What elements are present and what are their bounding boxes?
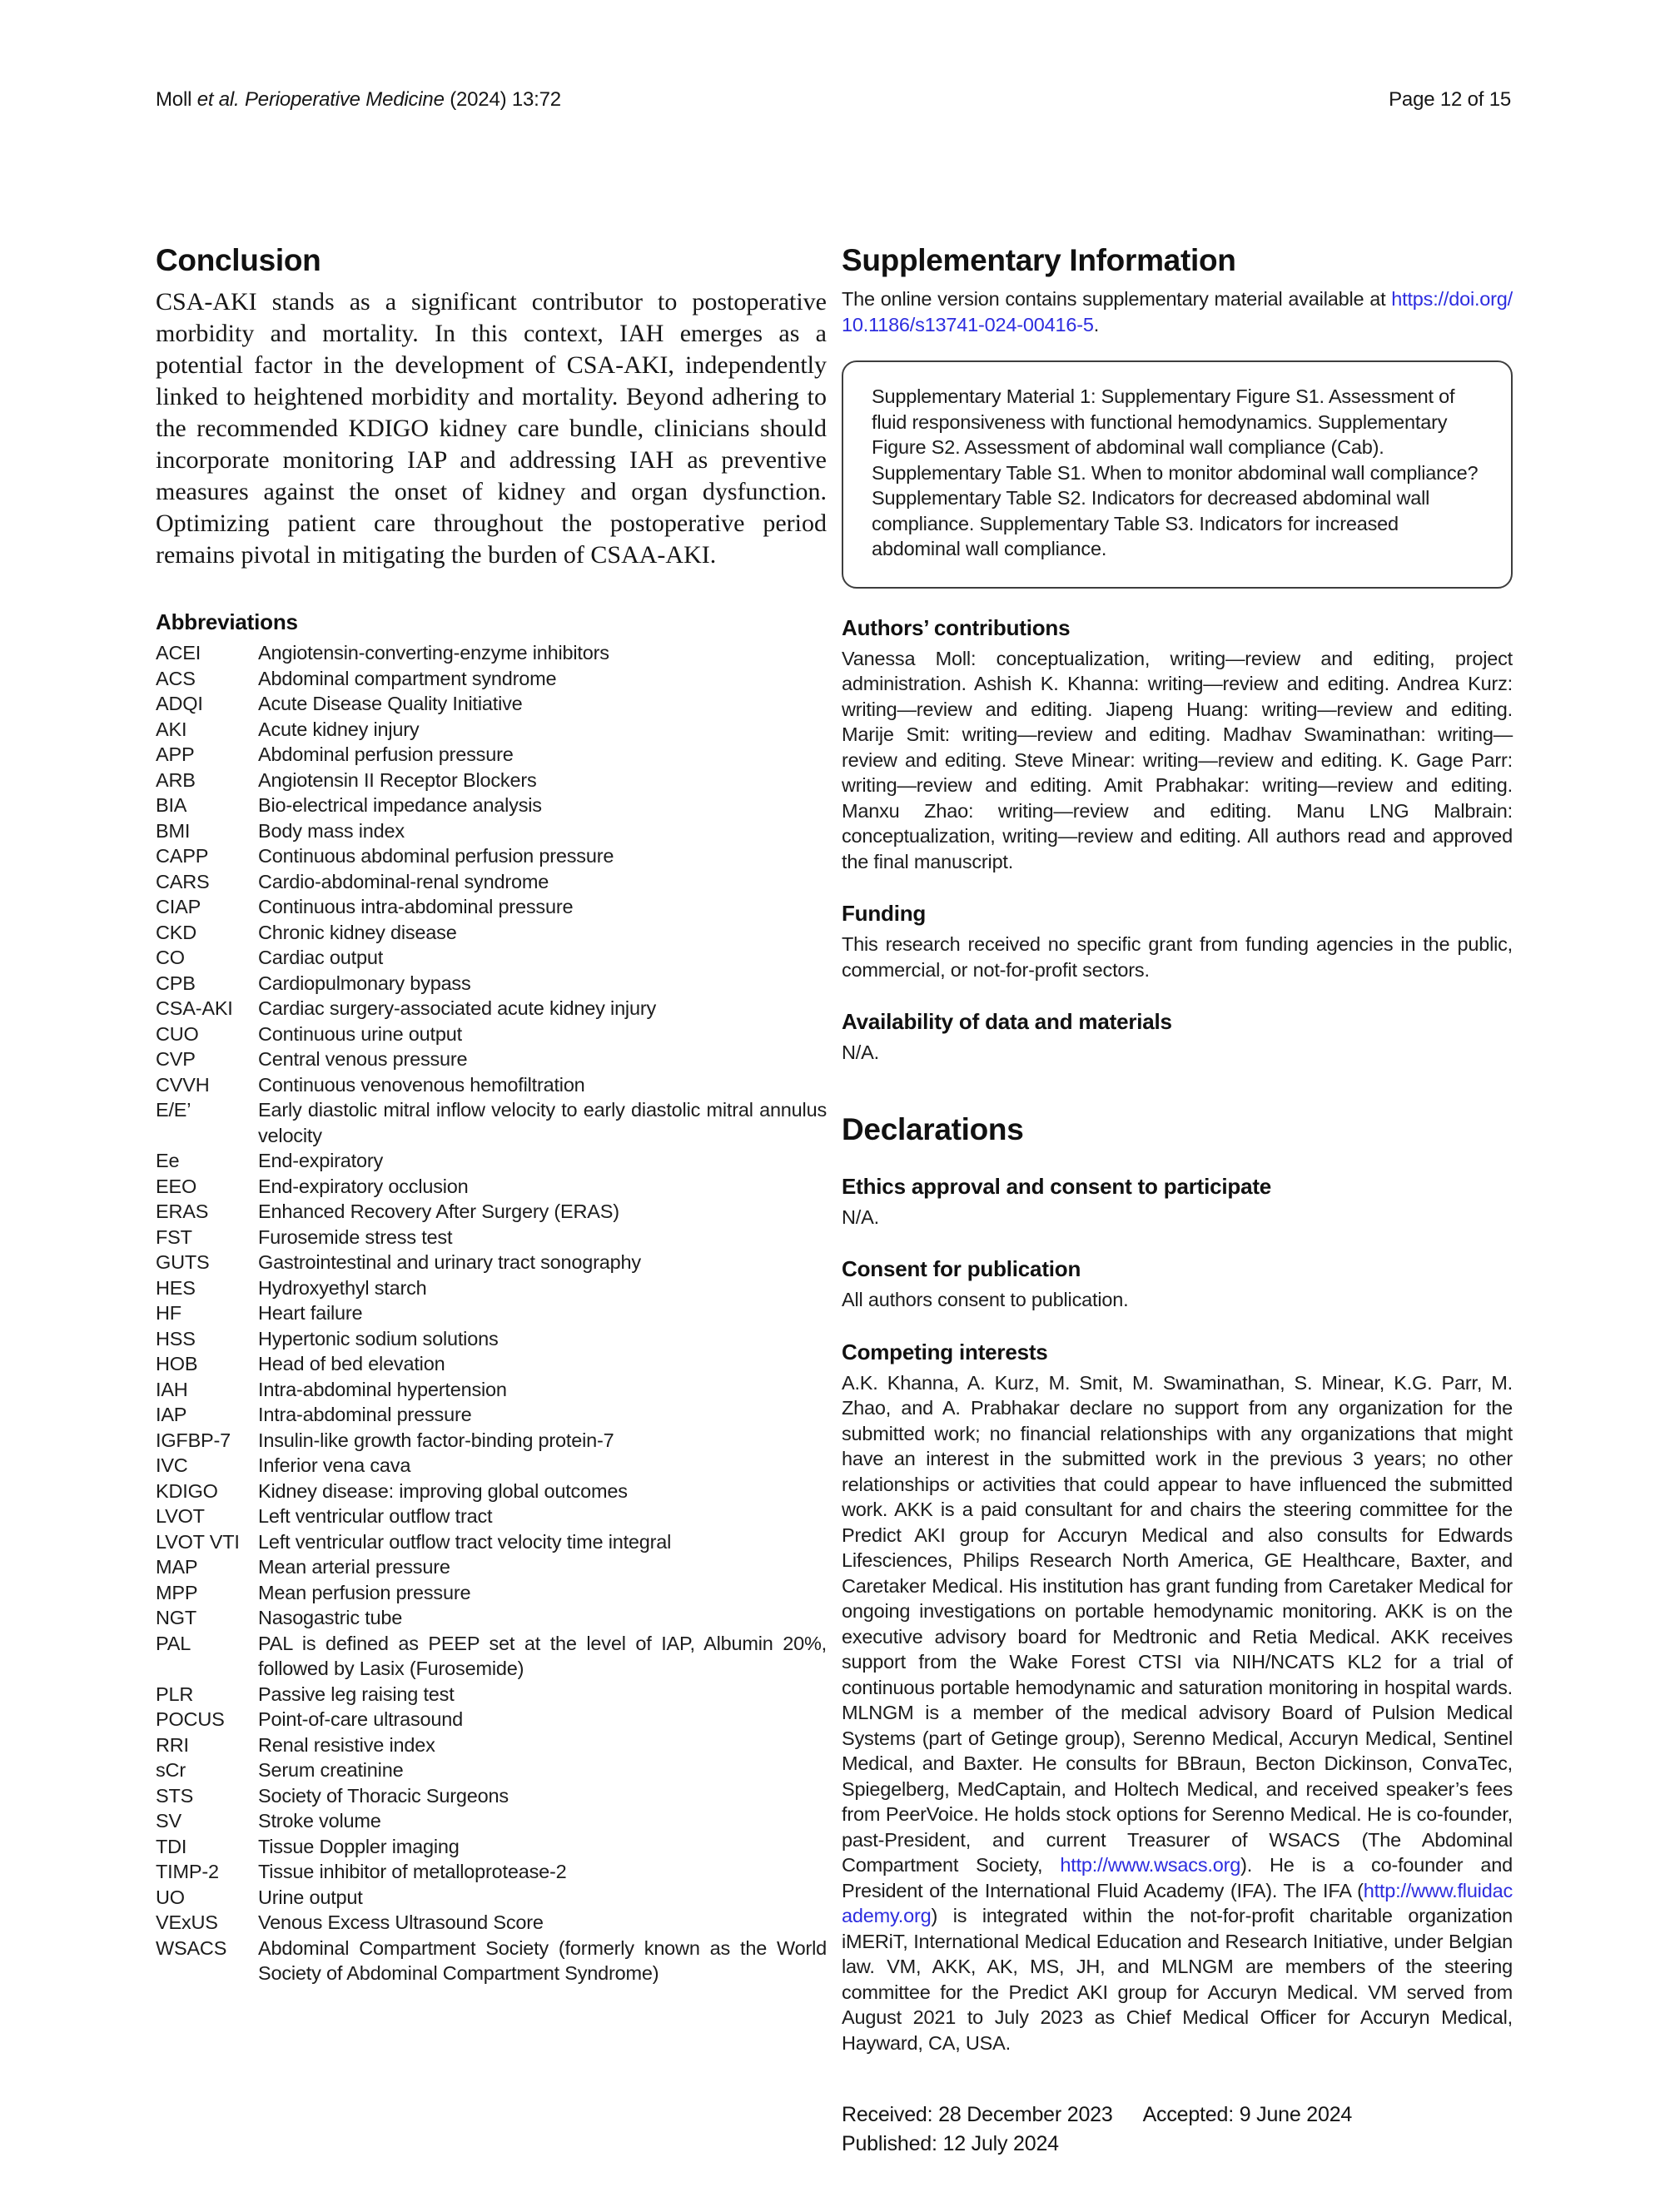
abbreviation-term: KDIGO xyxy=(156,1479,218,1502)
abbreviation-term: CAPP xyxy=(156,845,209,867)
abbreviation-definition: Acute kidney injury xyxy=(258,718,420,740)
abbreviation-term: POCUS xyxy=(156,1708,225,1730)
abbreviation-definition: Continuous intra-abdominal pressure xyxy=(258,896,574,917)
abbreviation-term: ADQI xyxy=(156,693,203,714)
abbreviation-term: HSS xyxy=(156,1327,196,1350)
left-column xyxy=(156,243,827,2159)
abbreviation-term: CUO xyxy=(156,1022,199,1045)
abbreviation-definition: Renal resistive index xyxy=(258,1733,435,1756)
doi-link[interactable]: https://doi.org/10.1186/s13741-024-00416-5 xyxy=(842,288,1513,336)
abbreviation-definition: Intra-abdominal pressure xyxy=(258,1404,472,1425)
abbreviation-term: GUTS xyxy=(156,1251,210,1273)
abbreviation-definition: Cardio-abdominal-renal syndrome xyxy=(258,870,549,892)
abbreviation-term: CIAP xyxy=(156,896,201,917)
accepted-date: Accepted: 9 June 2024 xyxy=(1142,2103,1353,2126)
published-date: Published: 12 July 2024 xyxy=(842,2132,1059,2155)
abbreviation-definition: Mean arterial pressure xyxy=(258,1556,450,1578)
abbreviation-definition: Urine output xyxy=(258,1886,363,1908)
abbreviation-term: CARS xyxy=(156,870,210,892)
abbreviation-definition: Society of Thoracic Surgeons xyxy=(258,1784,509,1807)
abbreviation-term: E/E’ xyxy=(156,1099,191,1121)
abbreviation-definition: Angiotensin II Receptor Blockers xyxy=(258,768,537,791)
abbreviation-definition: Venous Excess Ultrasound Score xyxy=(258,1911,544,1933)
competing-text-part3: ) is integrated within the not-for-profit charitable organization iMERiT, International Medical Education and Research Initiative, under Belgian law. VM, AKK, AK, MS, JH, and MLNGM are members of the steering committee for the Predict AKI group for Accuryn Medical. VM served from August 2021 to July 2023 as Chief Medical Officer for Accuryn Medical, Hayward, CA, USA. xyxy=(842,1905,1513,2054)
abbreviation-definition: Continuous urine output xyxy=(258,1022,462,1045)
abbreviation-definition: Early diastolic mitral inflow velocity to early diastolic mitral annulus velocity xyxy=(258,1099,827,1146)
abbreviation-definition: PAL is defined as PEEP set at the level of IAP, Albumin 20%, followed by Lasix (Furosemide) xyxy=(258,1632,827,1679)
fluidacademy-link[interactable]: http://www.fluidacademy.org xyxy=(842,1879,1513,1926)
funding-heading: Funding xyxy=(842,901,927,926)
article-dates xyxy=(842,2100,1513,2159)
abbreviation-term: HOB xyxy=(156,1353,198,1374)
funding-text: This research received no specific grant from funding agencies in the public, commercial, or not-for-profit sectors. xyxy=(842,933,1513,981)
abbreviation-term: BIA xyxy=(156,794,187,816)
abbreviation-term: IAH xyxy=(156,1378,188,1400)
abbreviation-term: RRI xyxy=(156,1733,189,1756)
supplementary-intro-text: The online version contains supplementary material available at xyxy=(842,288,1392,310)
abbreviation-term: HF xyxy=(156,1302,181,1324)
header-authors: Moll xyxy=(156,88,197,111)
abbreviations-list xyxy=(156,640,827,1986)
abbreviation-term: ACS xyxy=(156,667,196,689)
abbreviation-term: MPP xyxy=(156,1581,198,1603)
abbreviation-term: SV xyxy=(156,1810,181,1832)
abbreviation-term: Ee xyxy=(156,1150,180,1171)
consent-publication-text: All authors consent to publication. xyxy=(842,1289,1129,1310)
abbreviation-term: ACEI xyxy=(156,642,201,664)
abbreviation-term: EEO xyxy=(156,1175,197,1197)
abbreviation-term: LVOT xyxy=(156,1505,205,1527)
abbreviations-heading: Abbreviations xyxy=(156,609,298,634)
abbreviation-definition: Cardiac output xyxy=(258,947,384,968)
supplementary-intro xyxy=(842,286,1513,337)
abbreviation-definition: Body mass index xyxy=(258,819,405,842)
abbreviation-term: PAL xyxy=(156,1632,191,1654)
header-citation xyxy=(156,88,561,112)
abbreviation-definition: Chronic kidney disease xyxy=(258,921,457,943)
abbreviation-definition: Insulin-like growth factor-binding protein-7 xyxy=(258,1429,614,1451)
abbreviation-definition: Abdominal perfusion pressure xyxy=(258,743,514,765)
abbreviation-term: CVP xyxy=(156,1048,196,1070)
abbreviation-term: HES xyxy=(156,1276,196,1299)
abbreviation-definition: Central venous pressure xyxy=(258,1048,468,1070)
supplementary-intro-suffix: . xyxy=(1093,313,1100,336)
article-body xyxy=(156,243,1511,2159)
abbreviation-term: AKI xyxy=(156,718,187,740)
availability-heading: Availability of data and materials xyxy=(842,1009,1172,1034)
abbreviation-term: WSACS xyxy=(156,1936,227,1959)
header-journal: Perioperative Medicine xyxy=(245,88,450,111)
abbreviation-definition: Tissue Doppler imaging xyxy=(258,1835,460,1857)
abbreviation-term: IAP xyxy=(156,1404,187,1425)
abbreviation-term: VExUS xyxy=(156,1911,218,1933)
abbreviation-term: MAP xyxy=(156,1556,198,1578)
ethics-heading: Ethics approval and consent to participate xyxy=(842,1173,1272,1199)
abbreviation-term: CSA-AKI xyxy=(156,997,233,1019)
abbreviation-term: sCr xyxy=(156,1759,186,1781)
abbreviation-term: TDI xyxy=(156,1835,187,1857)
conclusion-heading: Conclusion xyxy=(156,243,321,277)
abbreviation-definition: Heart failure xyxy=(258,1302,363,1324)
abbreviation-definition: Hypertonic sodium solutions xyxy=(258,1327,499,1350)
abbreviation-definition: End-expiratory occlusion xyxy=(258,1175,469,1197)
abbreviation-term: ARB xyxy=(156,768,196,791)
received-accepted-line xyxy=(842,2100,1513,2130)
abbreviation-term: CKD xyxy=(156,921,197,943)
consent-publication-heading: Consent for publication xyxy=(842,1256,1081,1281)
abbreviation-term: ERAS xyxy=(156,1200,209,1222)
abbreviation-term: PLR xyxy=(156,1683,194,1705)
abbreviation-term: UO xyxy=(156,1886,185,1908)
abbreviation-definition: Head of bed elevation xyxy=(258,1353,445,1374)
authors-contributions-text: Vanessa Moll: conceptualization, writing—review and editing, project administration. Ashish K. Khanna: writing—review and editing. Andrea Kurz: writing—review and editing. Jiapeng Huang: writing—review and editing. Marije Smit: writing—review and editing. Madhav Swaminathan: writing—review and editing. Steve Minear: writing—review and editing. K. Gage Parr: writing—review and editing. Amit Prabhakar: writing—review and editing. Manxu Zhao: writing—review and editing. Manu LNG Malbrain: conceptualization, writing—review and editing. All authors read and approved the final manuscript. xyxy=(842,647,1513,872)
abbreviation-definition: Point-of-care ultrasound xyxy=(258,1708,464,1730)
competing-interests-heading: Competing interests xyxy=(842,1339,1048,1364)
abbreviation-definition: Cardiac surgery-associated acute kidney injury xyxy=(258,997,657,1019)
abbreviation-term: IGFBP-7 xyxy=(156,1429,231,1451)
abbreviation-definition: Continuous abdominal perfusion pressure xyxy=(258,845,614,867)
abbreviation-definition: Abdominal Compartment Society (formerly known as the World Society of Abdominal Compartment Syndrome) xyxy=(258,1936,827,1984)
availability-text: N/A. xyxy=(842,1041,879,1063)
abbreviation-term: STS xyxy=(156,1784,194,1807)
abbreviation-definition: Left ventricular outflow tract velocity time integral xyxy=(258,1530,672,1553)
wsacs-link[interactable]: http://www.wsacs.org xyxy=(1060,1854,1241,1876)
header-volume: (2024) 13:72 xyxy=(450,88,561,111)
abbreviation-definition: Bio-electrical impedance analysis xyxy=(258,794,542,816)
abbreviation-definition: Tissue inhibitor of metalloprotease-2 xyxy=(258,1861,567,1882)
abbreviation-definition: Nasogastric tube xyxy=(258,1607,403,1628)
competing-text-part2: ). He is a co-founder and President of the International Fluid Academy (IFA). The IFA ( xyxy=(842,1854,1513,1901)
abbreviation-term: CVVH xyxy=(156,1073,210,1096)
abbreviation-definition: Angiotensin-converting-enzyme inhibitors xyxy=(258,642,609,664)
abbreviation-term: LVOT VTI xyxy=(156,1530,240,1553)
supplementary-material-box xyxy=(842,360,1513,589)
abbreviation-term: CPB xyxy=(156,972,196,994)
ethics-text: N/A. xyxy=(842,1205,879,1228)
abbreviation-definition: Enhanced Recovery After Surgery (ERAS) xyxy=(258,1200,619,1222)
competing-text-part1: A.K. Khanna, A. Kurz, M. Smit, M. Swaminathan, S. Minear, K.G. Parr, M. Zhao, and A. Prabhakar declare no support from any organization for the submitted work; no financial relationships with any organizations that might have an interest in the submitted work in the previous 3 years; no other relationships or activities that could appear to have influenced the submitted work. AKK is a paid consultant for and chairs the steering committee for the Predict AKI group for Accuryn Medical and also consults for Edwards Lifesciences, Philips Research North America, GE Healthcare, Baxter, and Caretaker Medical. His institution has grant funding from Caretaker Medical for ongoing investigations on portable hemodynamic monitoring. AKK is on the executive advisory board for Medtronic and Retia Medical. AKK receives support from the Wake Forest CTSI via NIH/NCATS KL2 for a trial of continuous portable hemodynamic and saturation monitoring in hospital wards. MLNGM is a member of the medical advisory Board of Pulsion Medical Systems (part of Getinge group), Serenno Medical, Accuryn Medical, Sentinel Medical, and Baxter. He consults for BBraun, Becton Dickinson, ConvaTec, Spiegelberg, MedCaptain, and Holtech Medical, and received speaker’s fees from PeerVoice. He holds stock options for Serenno Medical. He is co-founder, past-President, and current Treasurer of WSACS (The Abdominal Compartment Society, xyxy=(842,1371,1513,1876)
authors-contributions-heading: Authors’ contributions xyxy=(842,614,1071,640)
abbreviation-definition: Serum creatinine xyxy=(258,1759,404,1781)
abbreviation-term: TIMP-2 xyxy=(156,1861,219,1882)
header-etal: et al. xyxy=(196,88,245,111)
abbreviation-term: FST xyxy=(156,1225,192,1248)
abbreviation-definition: Hydroxyethyl starch xyxy=(258,1276,427,1299)
abbreviation-term: BMI xyxy=(156,819,191,842)
competing-interests-text xyxy=(842,1370,1513,2056)
header-page-number: Page 12 of 15 xyxy=(1389,88,1511,111)
abbreviation-term: APP xyxy=(156,743,195,765)
page-header xyxy=(156,88,1511,112)
received-date: Received: 28 December 2023 xyxy=(842,2103,1113,2126)
abbreviation-term: NGT xyxy=(156,1607,197,1628)
abbreviation-definition: Intra-abdominal hypertension xyxy=(258,1378,507,1400)
abbreviation-definition: Abdominal compartment syndrome xyxy=(258,667,557,689)
supplementary-material-text: Supplementary Material 1: Supplementary Figure S1. Assessment of fluid responsiveness with functional hemodynamics. Supplementary Figure S2. Assessment of abdominal wall compliance (Cab). Supplementary Table S1. When to monitor abdominal wall compliance? Supplementary Table S2. Indicators for decreased abdominal wall compliance. Supplementary Table S3. Indicators for increased abdominal wall compliance. xyxy=(872,385,1479,559)
abbreviation-definition: End-expiratory xyxy=(258,1150,384,1171)
abbreviation-definition: Left ventricular outflow tract xyxy=(258,1505,493,1527)
abbreviation-term: IVC xyxy=(156,1454,188,1476)
abbreviation-definition: Mean perfusion pressure xyxy=(258,1581,471,1603)
declarations-heading: Declarations xyxy=(842,1111,1024,1146)
abbreviation-definition: Stroke volume xyxy=(258,1810,381,1832)
abbreviation-definition: Furosemide stress test xyxy=(258,1225,453,1248)
abbreviation-definition: Gastrointestinal and urinary tract sonography xyxy=(258,1251,641,1273)
conclusion-paragraph: CSA-AKI stands as a significant contributor to postoperative morbidity and mortality. In this context, IAH emerges as a potential factor in the development of CSA-AKI, independently linked to heightened morbidity and mortality. Beyond adhering to the recommended KDIGO kidney care bundle, clinicians should incorporate monitoring IAP and addressing IAH as preventive measures against the onset of kidney and organ dysfunction. Optimizing patient care throughout the postoperative period remains pivotal in mitigating the burden of CSAA-AKI. xyxy=(156,288,827,569)
abbreviation-definition: Inferior vena cava xyxy=(258,1454,411,1476)
abbreviation-definition: Continuous venovenous hemofiltration xyxy=(258,1073,585,1096)
abbreviation-definition: Passive leg raising test xyxy=(258,1683,455,1705)
supplementary-heading: Supplementary Information xyxy=(842,243,1236,277)
right-column xyxy=(842,243,1513,2159)
abbreviation-term: CO xyxy=(156,947,185,968)
abbreviation-definition: Kidney disease: improving global outcomes xyxy=(258,1479,628,1502)
abbreviation-definition: Acute Disease Quality Initiative xyxy=(258,693,523,714)
abbreviation-definition: Cardiopulmonary bypass xyxy=(258,972,471,994)
